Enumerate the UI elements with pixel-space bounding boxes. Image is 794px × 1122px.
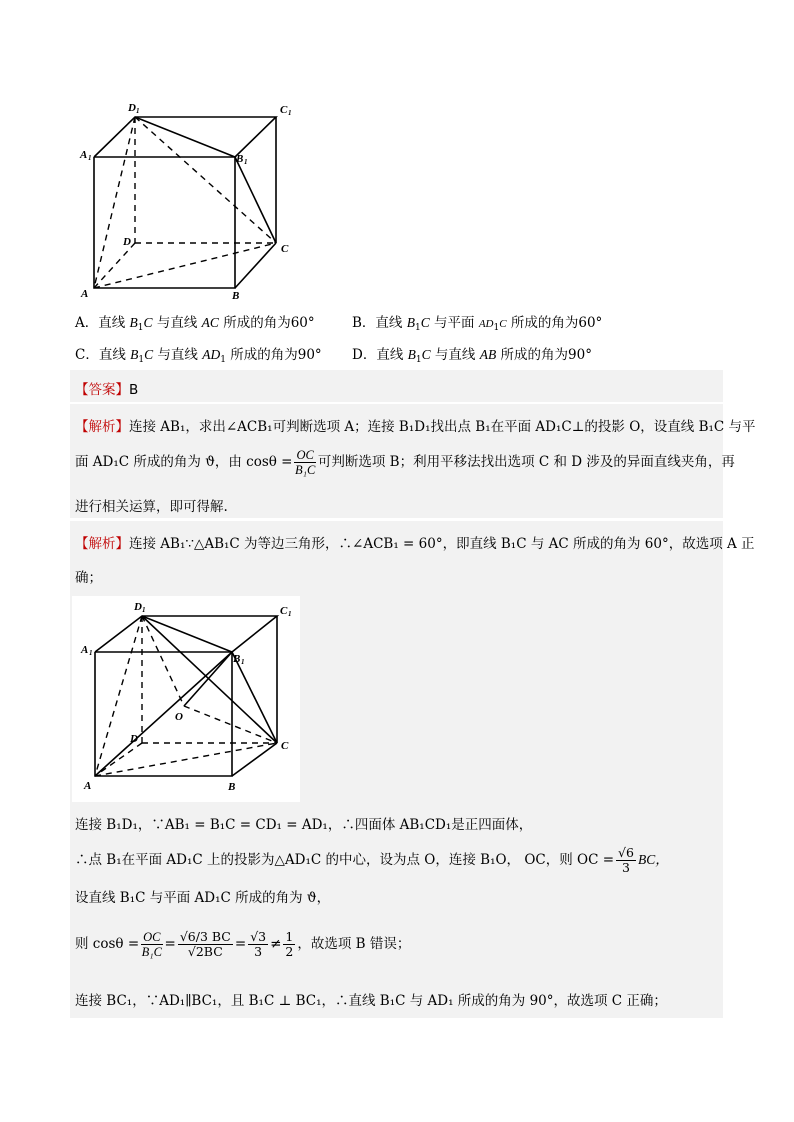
label-D1: D (128, 102, 136, 114)
answer-tag: 【答案】 (75, 382, 129, 398)
label-D1-sub: 1 (136, 107, 140, 115)
option-c[interactable]: C．直线 $B_1C$ 与直线 $AD_1$ 所成的角为90° (75, 347, 322, 365)
fig2-label-B1: B (233, 653, 241, 665)
svg-text:1: 1 (142, 606, 146, 614)
fraction-nested: $\frac{√6/3 BC}{√2BC}$ (179, 929, 231, 959)
analysis2-line6: 则 cosθ = $\frac{OC}{\text{B₁C}}$ = $\frac{√6/3 BC}{√2BC}$ = $\frac{√3}{3}$ ≠ $\frac{1}{2}$ ，故选项 B 错误； (75, 929, 411, 959)
fraction-sqrt3-3: $\frac{√3}{3}$ (250, 929, 267, 959)
option-b[interactable]: B．直线 $B_1C$ 与平面 $AD_1C$ 所成的角为60° (352, 315, 603, 333)
cube-figure-1 (78, 100, 303, 305)
analysis2-line7: 连接 BC₁，∵AD₁∥BC₁，且 B₁C ⊥ BC₁，∴直线 B₁C 与 AD₁ 所成的角为 90°，故选项 C 正确； (75, 993, 667, 1009)
fraction-oc-b1c: $\frac{OC}{\text{B₁C}}$ (295, 448, 316, 477)
analysis2-tag: 【解析】 (75, 536, 129, 552)
fraction-oc-b1c-2: $\frac{OC}{\text{B₁C}}$ (141, 930, 162, 959)
label-A1-sub: 1 (88, 154, 92, 162)
label-B1: B (236, 153, 244, 165)
answer-line (75, 378, 138, 398)
fraction-sqrt6-3: $\frac{√6}{3}$ (618, 845, 634, 875)
fig2-label-C: C (281, 740, 289, 752)
fig2-label-D1: D (134, 601, 142, 613)
fig2-label-B: B (228, 781, 236, 793)
option-d[interactable]: D．直线 $B_1C$ 与直线 AB 所成的角为90° (352, 347, 592, 365)
svg-text:1: 1 (241, 658, 245, 666)
label-B1-sub: 1 (244, 158, 248, 166)
fig2-label-A: A (84, 780, 92, 792)
svg-text:1: 1 (89, 649, 93, 657)
label-C: C (281, 243, 289, 255)
fig2-label-O: O (175, 711, 183, 723)
label-B: B (232, 290, 240, 302)
analysis2-line5: 设直线 B₁C 与平面 AD₁C 所成的角为 ϑ， (75, 890, 331, 906)
analysis1-line3: 进行相关运算，即可得解. (75, 499, 228, 515)
label-A: A (81, 288, 89, 300)
fig2-label-A1: A (81, 644, 89, 656)
analysis1-line1: 【解析】连接 AB₁，求出∠ACB₁可判断选项 A；连接 B₁D₁找出点 B₁在平面 AD₁C⊥的投影 O，设直线 B₁C 与平 (75, 419, 756, 435)
cube-figure-2 (72, 596, 300, 802)
fig2-label-D: D (130, 733, 138, 745)
analysis1-tag: 【解析】 (75, 419, 129, 435)
analysis2-line2: 确； (75, 570, 102, 586)
label-C1-sub: 1 (288, 109, 292, 117)
fig2-label-C1: C (280, 605, 288, 617)
analysis2-line1: 【解析】连接 AB₁∵△AB₁C 为等边三角形，∴∠ACB₁ = 60°，即直线 B₁C 与 AC 所成的角为 60°，故选项 A 正 (75, 536, 755, 552)
label-C1: C (280, 104, 288, 116)
label-D: D (123, 236, 131, 248)
label-A1: A (80, 149, 88, 161)
fraction-1-2: $\frac{1}{2}$ (285, 929, 294, 959)
option-a[interactable]: A．直线 $B_1C$ 与直线 AC 所成的角为60° (75, 315, 315, 333)
analysis2-line4: ∴点 B₁在平面 AD₁C 上的投影为△AD₁C 的中心，设为点 O，连接 B₁O， OC，则 OC = $\frac{√6}{3}$ BC， (75, 845, 669, 875)
answer-block (70, 370, 723, 402)
analysis1-line2: 面 AD₁C 所成的角为 ϑ，由 cosθ = $\frac{OC}{\text{B₁C}}$ 可判断选项 B；利用平移法找出选项 C 和 D 涉及的异面直线夹角，再 (75, 448, 735, 477)
svg-text:1: 1 (288, 610, 292, 618)
analysis2-line3: 连接 B₁D₁，∵AB₁ = B₁C = CD₁ = AD₁，∴四面体 AB₁CD₁是正四面体， (75, 817, 533, 833)
answer-value: B (129, 382, 139, 398)
